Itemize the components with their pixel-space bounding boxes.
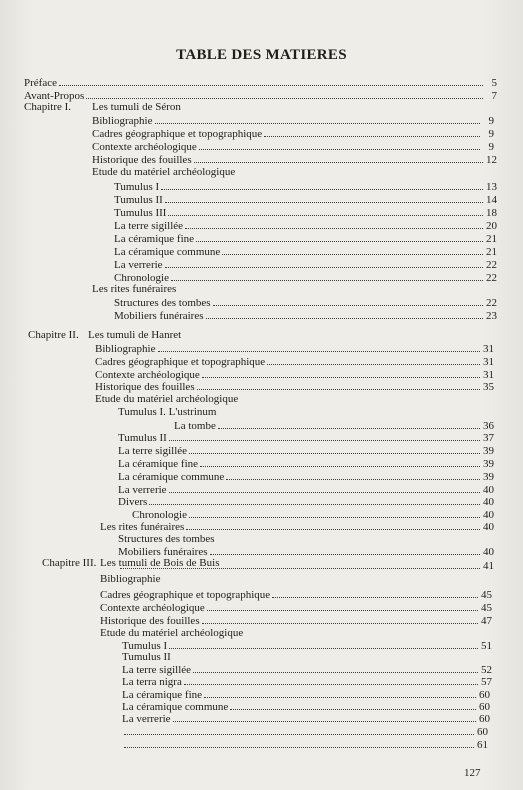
entry-page-number: 39 — [483, 471, 494, 483]
entry-label: Historique des fouilles — [95, 381, 195, 393]
toc-entry — [114, 180, 497, 193]
dot-leader — [197, 380, 480, 390]
entry-page-number: 23 — [486, 310, 497, 322]
entry-label: Etude du matériel archéologique — [100, 627, 244, 639]
toc-entry — [95, 355, 494, 368]
dot-leader — [184, 675, 478, 685]
entry-label: La terra nigra — [122, 676, 182, 688]
entry-label: Tumulus I — [122, 640, 168, 652]
toc-entry — [122, 725, 488, 738]
entry-page-number: 13 — [486, 181, 497, 193]
entry-label: La terre sigillée — [122, 664, 192, 676]
entry-page-number: 21 — [486, 246, 497, 258]
entry-label: Historique des fouilles — [92, 154, 192, 166]
dot-leader — [206, 309, 484, 319]
entry-page-number: 57 — [481, 676, 492, 688]
entry-page-number: 40 — [483, 509, 494, 521]
entry-page-number: 60 — [479, 713, 490, 725]
entry-label: Contexte archéologique — [92, 141, 197, 153]
entry-page-number: 36 — [483, 420, 494, 432]
chapter-number: Chapitre II. — [28, 329, 79, 341]
toc-entry — [100, 573, 494, 585]
entry-page-number: 40 — [483, 521, 494, 533]
entry-label: Historique des fouilles — [100, 615, 200, 627]
dot-leader — [196, 232, 483, 242]
dot-leader — [189, 444, 480, 454]
toc-entry — [114, 206, 497, 219]
entry-page-number: 12 — [486, 154, 497, 166]
chapter-number: Chapitre III. — [42, 557, 97, 569]
entry-label: La céramique commune — [122, 701, 229, 713]
dot-leader — [267, 355, 480, 365]
entry-page-number: 22 — [486, 272, 497, 284]
toc-entry — [92, 166, 497, 178]
dot-leader — [230, 700, 476, 710]
dot-leader — [189, 508, 480, 518]
entry-page-number: 52 — [481, 664, 492, 676]
entry-label: Structures des tombes — [118, 533, 215, 545]
entry-label: La céramique fine — [122, 689, 203, 701]
dot-leader — [264, 127, 480, 137]
entry-page-number: 31 — [483, 369, 494, 381]
dot-leader — [222, 245, 483, 255]
entry-label: Cadres géographique et topographique — [100, 589, 271, 601]
entry-page-number: 14 — [486, 194, 497, 206]
dot-leader — [149, 495, 480, 505]
entry-label: Tumulus II — [118, 432, 167, 444]
entry-page-number: 20 — [486, 220, 497, 232]
entry-page-number: 39 — [483, 445, 494, 457]
toc-entry — [118, 533, 494, 545]
entry-label: Les tumuli de Hanret — [88, 329, 182, 341]
entry-label: Structures des tombes — [114, 297, 211, 309]
entry-page-number: 60 — [477, 726, 488, 738]
dot-leader — [204, 688, 476, 698]
dot-leader — [193, 663, 478, 673]
toc-entry — [100, 627, 492, 639]
toc-entry — [24, 76, 497, 89]
entry-page-number: 31 — [483, 356, 494, 368]
dot-leader — [213, 296, 483, 306]
entry-label: Contexte archéologique — [95, 369, 200, 381]
toc-entry — [114, 309, 497, 322]
entry-label: Tumulus II — [122, 651, 171, 663]
toc-entry — [122, 651, 492, 663]
entry-page-number: 21 — [486, 233, 497, 245]
entry-label: Les rites funéraires — [92, 283, 177, 295]
dot-leader — [218, 419, 480, 429]
entry-page-number: 18 — [486, 207, 497, 219]
dot-leader — [155, 114, 481, 124]
toc-entry — [118, 431, 494, 444]
entry-label: Cadres géographique et topographique — [95, 356, 266, 368]
entry-page-number: 35 — [483, 381, 494, 393]
entry-page-number: 22 — [486, 297, 497, 309]
dot-leader — [59, 76, 483, 86]
toc-entry — [95, 342, 494, 355]
toc-entry — [92, 127, 494, 140]
dot-leader — [124, 725, 474, 735]
entry-label: Avant-Propos — [24, 90, 85, 102]
entry-label: La tombe — [174, 420, 216, 432]
dot-leader — [186, 520, 480, 530]
entry-label: Bibliographie — [100, 573, 161, 585]
entry-page-number: 9 — [488, 128, 494, 140]
entry-label: Les rites funéraires — [100, 521, 185, 533]
dot-leader — [185, 219, 483, 229]
entry-label: La céramique commune — [118, 471, 225, 483]
toc-entry — [118, 406, 494, 418]
entry-label: Mobiliers funéraires — [118, 546, 208, 558]
dot-leader — [199, 140, 480, 150]
entry-label: Les tumuli de Bois de Buis — [100, 557, 220, 569]
dot-leader — [165, 193, 483, 203]
dot-leader — [194, 153, 483, 163]
toc-entry — [100, 520, 494, 533]
entry-label: La terre sigillée — [114, 220, 184, 232]
entry-label: Chronologie — [114, 272, 169, 284]
entry-page-number: 51 — [481, 640, 492, 652]
toc-entry — [100, 614, 492, 627]
entry-label: Etude du matériel archéologique — [95, 393, 239, 405]
dot-leader — [272, 588, 478, 598]
dot-leader — [124, 738, 474, 748]
chapter-number: Chapitre I. — [24, 101, 72, 113]
toc-entry — [114, 258, 497, 271]
entry-label: La céramique fine — [118, 458, 199, 470]
entry-page-number: 40 — [483, 546, 494, 558]
toc-entry — [92, 283, 497, 295]
dot-leader — [202, 614, 478, 624]
entry-page-number: 7 — [491, 90, 497, 102]
chapter-heading — [42, 557, 270, 569]
dot-leader — [158, 342, 481, 352]
toc-entry — [92, 140, 494, 153]
entry-label: Bibliographie — [92, 115, 153, 127]
entry-label: La céramique fine — [114, 233, 195, 245]
chapter-heading — [24, 101, 497, 113]
entry-label: Chronologie — [132, 509, 187, 521]
entry-label: Bibliographie — [95, 343, 156, 355]
entry-page-number: 37 — [483, 432, 494, 444]
dot-leader — [161, 180, 483, 190]
entry-label: Contexte archéologique — [100, 602, 205, 614]
toc-entry — [122, 675, 492, 688]
entry-label: La verrerie — [118, 484, 167, 496]
dot-leader — [169, 431, 480, 441]
entry-page-number: 31 — [483, 343, 494, 355]
entry-label: Etude du matériel archéologique — [92, 166, 236, 178]
entry-page-number: 9 — [488, 115, 494, 127]
toc-entry — [114, 193, 497, 206]
entry-label: Tumulus I. L'ustrinum — [118, 406, 217, 418]
entry-label: La verrerie — [114, 259, 163, 271]
entry-label: La verrerie — [122, 713, 171, 725]
toc-entry — [114, 219, 497, 232]
entry-label: Tumulus II — [114, 194, 163, 206]
toc-entry — [122, 712, 490, 725]
entry-label: Divers — [118, 496, 148, 508]
dot-leader — [169, 639, 478, 649]
toc-entry — [100, 601, 492, 614]
toc-entry — [114, 296, 497, 309]
toc-entry — [114, 232, 497, 245]
entry-page-number: 5 — [491, 77, 497, 89]
toc-entry — [118, 495, 494, 508]
entry-page-number: 41 — [483, 560, 494, 572]
entry-page-number: 45 — [481, 602, 492, 614]
entry-page-number: 60 — [479, 701, 490, 713]
entry-page-number: 45 — [481, 589, 492, 601]
toc-entry — [95, 393, 494, 405]
entry-page-number: 39 — [483, 458, 494, 470]
page-number: 127 — [464, 767, 481, 779]
dot-leader — [173, 712, 476, 722]
dot-leader — [226, 470, 480, 480]
entry-label: Mobiliers funéraires — [114, 310, 204, 322]
dot-leader — [200, 457, 480, 467]
chapter-heading — [28, 329, 494, 341]
entry-page-number: 40 — [483, 496, 494, 508]
toc-entry — [118, 444, 494, 457]
toc-entry — [95, 380, 494, 393]
dot-leader — [86, 89, 483, 99]
entry-label: Tumulus I — [114, 181, 160, 193]
page-title: TABLE DES MATIERES — [176, 47, 347, 63]
entry-label: La terre sigillée — [118, 445, 188, 457]
dot-leader — [169, 483, 480, 493]
entry-label: Préface — [24, 77, 57, 89]
dot-leader — [202, 368, 480, 378]
entry-page-number: 9 — [488, 141, 494, 153]
entry-page-number: 61 — [477, 739, 488, 751]
dot-leader — [207, 601, 478, 611]
dot-leader — [168, 206, 483, 216]
toc-entry — [92, 114, 494, 127]
toc-entry — [118, 457, 494, 470]
entry-page-number: 47 — [481, 615, 492, 627]
entry-label: Les tumuli de Séron — [92, 101, 181, 113]
dot-leader — [210, 545, 481, 555]
toc-entry — [100, 588, 492, 601]
entry-label: Tumulus III — [114, 207, 167, 219]
dot-leader — [165, 258, 483, 268]
toc-entry — [118, 470, 494, 483]
toc-entry — [114, 245, 497, 258]
entry-label: Cadres géographique et topographique — [92, 128, 263, 140]
toc-entry — [122, 738, 488, 751]
entry-label: La céramique commune — [114, 246, 221, 258]
entry-page-number: 40 — [483, 484, 494, 496]
toc-entry — [92, 153, 497, 166]
dot-leader — [171, 271, 483, 281]
entry-page-number: 60 — [479, 689, 490, 701]
entry-page-number: 22 — [486, 259, 497, 271]
